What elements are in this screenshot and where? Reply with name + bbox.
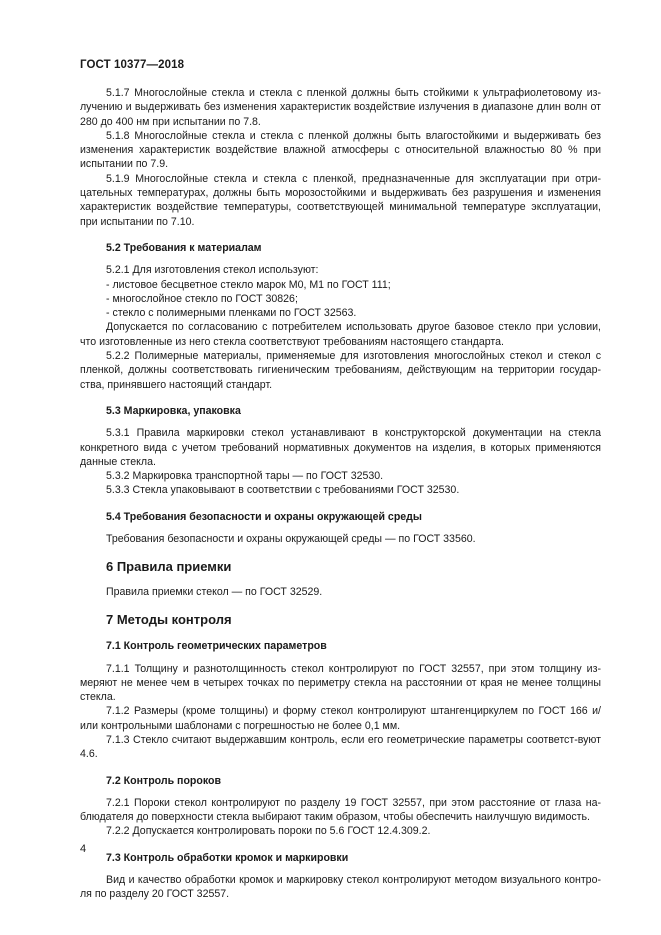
document-body: [80, 86, 601, 902]
paragraph-7-3: Вид и качество обработки кромок и маркировку стекол контролируют методом визуального контро-ля по разделу 20 ГОСТ 32557.: [80, 874, 601, 901]
list-item: - листовое бесцветное стекло марок М0, М1 по ГОСТ 111;: [106, 278, 391, 291]
paragraph-7-1-3: 7.1.3 Стекло считают выдержавшим контроль, если его геометрические параметры соответст-вуют 4.6.: [80, 733, 601, 761]
page-number: 4: [80, 843, 87, 855]
paragraph-5-1-8: 5.1.8 Многослойные стекла и стекла с пленкой должны быть влагостойкими и выдерживать без изменения характеристик воздействие влажной атмосферы с относительной влажностью 80 % при испытании по 7.9.: [80, 129, 601, 171]
paragraph-5-1-7: 5.1.7 Многослойные стекла и стекла с пленкой должны быть стойкими к ультрафиолетовому из-лучению и выдерживать без изменения характеристик воздействие излучения в диапазоне длин волн от 280 до 400 нм при испытании по 7.8.: [80, 87, 601, 128]
chapter-heading-6: 6 Правила приемки: [106, 559, 232, 575]
paragraph-5-2-2: 5.2.2 Полимерные материалы, применяемые для изготовления многослойных стекол и стекол с пленкой, должны соответствовать гигиеническим требованиям, действующим на территории государ-ства, принявшего настоящий стандарт.: [80, 350, 601, 391]
paragraph-5-2-1-note: Допускается по согласованию с потребителем использовать другое базовое стекло при условии, что изготовленные из него стекла соответствуют требованиям настоящего стандарта.: [80, 321, 601, 348]
paragraph-7-2-1: 7.2.1 Пороки стекол контролируют по разделу 19 ГОСТ 32557, при этом расстояние от глаза на-блюдателя до поверхности стекла выбирают таким образом, чтобы обеспечить наилучшую видимость.: [80, 796, 601, 824]
paragraph-5-4: Требования безопасности и охраны окружающей среды — по ГОСТ 33560.: [106, 533, 476, 546]
section-heading-7-2: 7.2 Контроль пороков: [106, 774, 222, 787]
section-heading-5-4: 5.4 Требования безопасности и охраны окружающей среды: [106, 510, 422, 523]
list-item: - многослойное стекло по ГОСТ 30826;: [106, 292, 298, 305]
chapter-heading-7: 7 Методы контроля: [106, 611, 232, 627]
paragraph-7-1-1: 7.1.1 Толщину и разнотолщинность стекол контролируют по ГОСТ 32557, при этом толщину из-меряют не менее чем в четырех точках по периметру стекла на расстоянии от края не менее толщины стекла.: [80, 662, 601, 704]
paragraph-7-1-2: 7.1.2 Размеры (кроме толщины) и форму стекол контролируют штангенциркулем по ГОСТ 166 и/или контрольными шаблонами с погрешностью не более 0,1 мм.: [80, 705, 601, 732]
paragraph-5-1-9: 5.1.9 Многослойные стекла и стекла с пленкой, предназначенные для эксплуатации при отри-цательных температурах, должны быть морозостойкими и выдерживать без разрушения и изменения характеристик воздействие температуры, соответствующей минимальной температуре эксплуатации, при испытании по 7.10.: [80, 172, 601, 228]
paragraph-5-2-1: 5.2.1 Для изготовления стекол используют:: [106, 264, 319, 277]
list-item: - стекло с полимерными пленками по ГОСТ 32563.: [106, 307, 357, 320]
paragraph-5-3-2: 5.3.2 Маркировка транспортной тары — по ГОСТ 32530.: [106, 470, 384, 483]
paragraph-6: Правила приемки стекол — по ГОСТ 32529.: [106, 585, 323, 598]
paragraph-7-2-2: 7.2.2 Допускается контролировать пороки по 5.6 ГОСТ 12.4.309.2.: [106, 825, 431, 838]
document-code-header: ГОСТ 10377—2018: [80, 59, 185, 71]
section-heading-5-2: 5.2 Требования к материалам: [106, 241, 262, 254]
section-heading-5-3: 5.3 Маркировка, упаковка: [106, 404, 241, 417]
section-heading-7-3: 7.3 Контроль обработки кромок и маркировки: [106, 851, 349, 864]
paragraph-5-3-1: 5.3.1 Правила маркировки стекол устанавливают в конструкторской документации на стекла конкретного вида с учетом требований нормативных документов на изделия, в которых применяются данные стекла.: [80, 427, 601, 468]
paragraph-5-3-3: 5.3.3 Стекла упаковывают в соответствии с требованиями ГОСТ 32530.: [106, 484, 460, 497]
section-heading-7-1: 7.1 Контроль геометрических параметров: [106, 640, 327, 653]
